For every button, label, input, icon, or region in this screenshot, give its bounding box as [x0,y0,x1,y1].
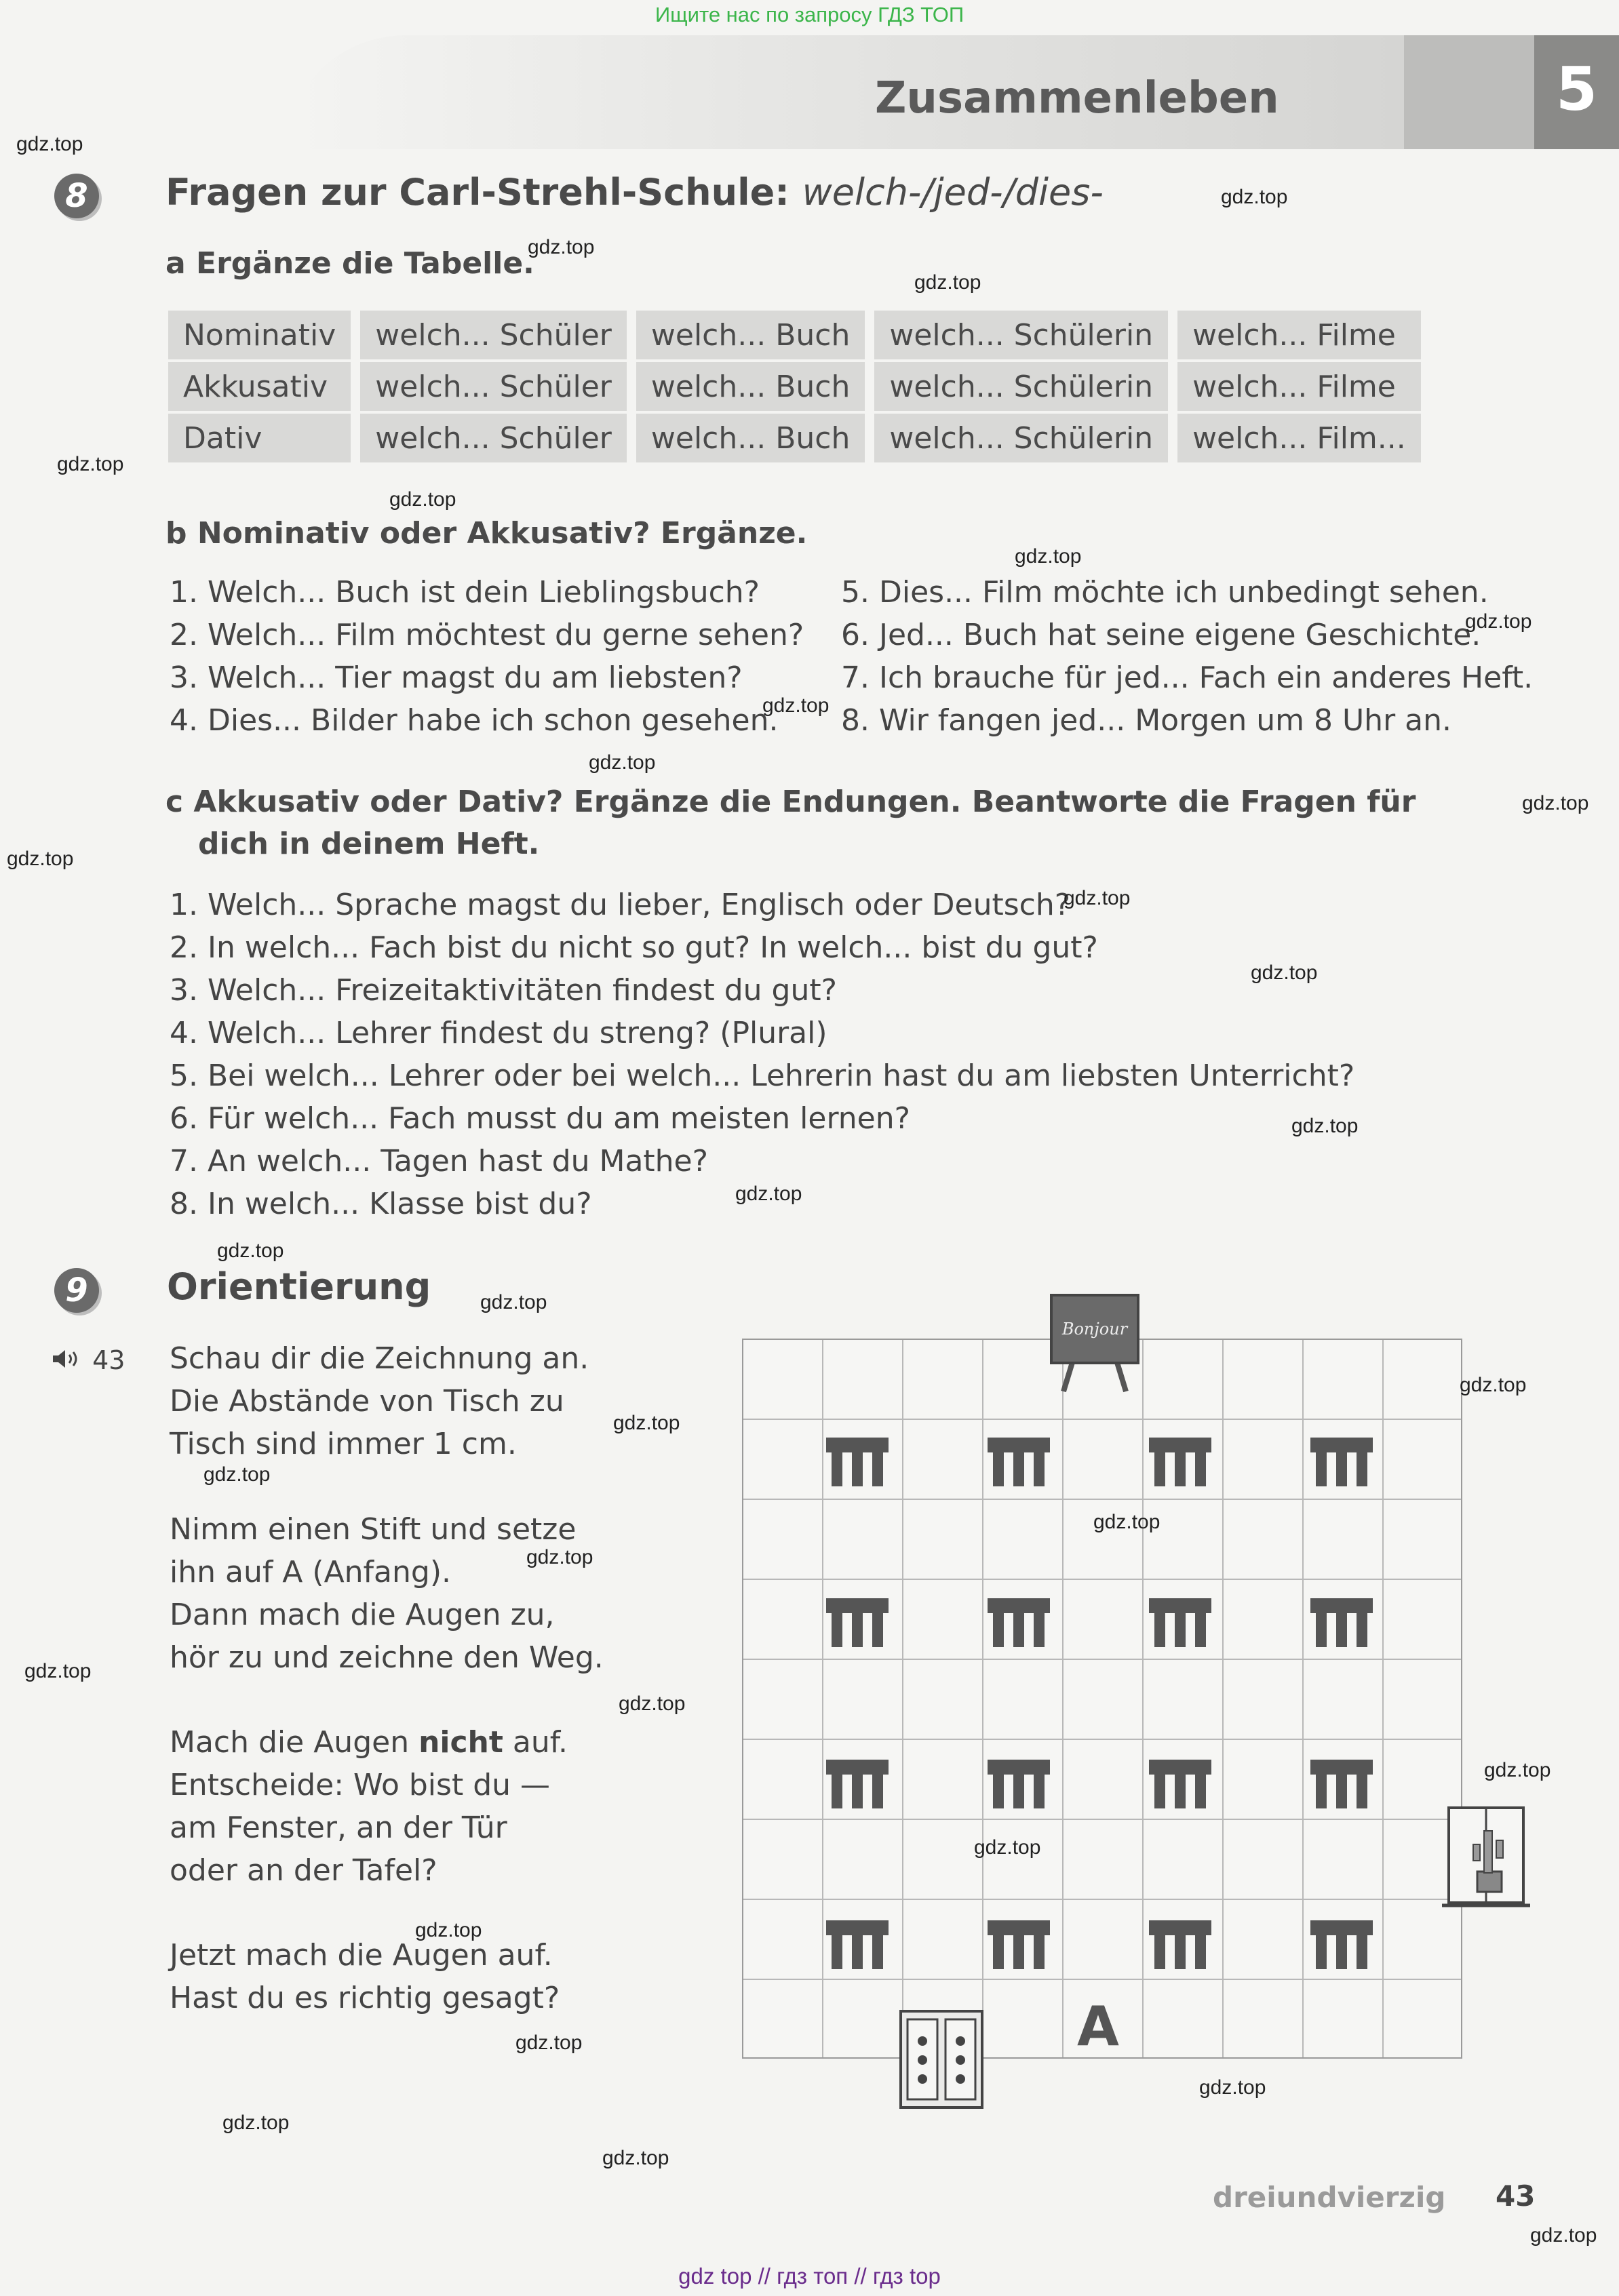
watermark: gdz.top [1064,887,1131,909]
list-item: 6. Jed... Buch hat seine eigene Geschichte. [841,618,1481,652]
watermark: gdz.top [602,2147,669,2169]
table-cell: Dativ [168,414,351,465]
paragraph-line: oder an der Tafel? [170,1853,437,1888]
watermark: gdz.top [415,1919,482,1941]
table-cell: welch... Buch [636,414,865,465]
table-cell: welch... Schülerin [874,414,1168,465]
watermark: gdz.top [24,1660,92,1682]
paragraph-line: Hast du es richtig gesagt? [170,1981,560,2015]
table-cell: welch... Filme [1177,362,1421,414]
table-row [168,362,1421,414]
desk-icon [1148,1918,1213,1972]
paragraph-line: Entscheide: Wo bist du — [170,1768,550,1802]
paragraph-text: Mach die Augen [170,1725,419,1760]
watermark: gdz.top [528,236,595,258]
table-cell: welch... Film... [1177,414,1421,465]
chapter-title: Zusammenleben [875,73,1279,123]
task-8-title [165,171,1104,214]
watermark: gdz.top [1221,186,1288,208]
desk-icon [825,1435,890,1489]
list-item: 7. Ich brauche für jed... Fach ein anderes Heft. [841,660,1534,695]
task-8b-heading: b Nominativ oder Akkusativ? Ergänze. [165,516,808,551]
window-icon [1442,1804,1530,1922]
list-item: 8. Wir fangen jed... Morgen um 8 Uhr an. [841,703,1451,738]
paragraph-line: Jetzt mach die Augen auf. [170,1938,553,1973]
table-cell: Akkusativ [168,362,351,414]
watermark: gdz.top [1291,1115,1359,1137]
watermark: gdz.top [1530,2224,1597,2246]
desk-icon [986,1596,1051,1650]
watermark: gdz.top [974,1836,1041,1859]
watermark: gdz.top [1465,610,1532,633]
page-number: 43 [1496,2179,1536,2213]
watermark: gdz.top [16,133,83,155]
list-item: 5. Bei welch... Lehrer oder bei welch... Lehrerin hast du am liebsten Unterricht? [170,1058,1355,1093]
paragraph-line [170,1725,568,1760]
paragraph-line: ihn auf A (Anfang). [170,1555,451,1589]
task-9-title: Orientierung [167,1265,431,1308]
watermark: gdz.top [1199,2076,1266,2099]
watermark: gdz.top [217,1240,284,1262]
desk-icon [986,1435,1051,1489]
watermark: gdz.top [589,751,656,774]
list-item: 7. An welch... Tagen hast du Mathe? [170,1144,708,1179]
desk-icon [1309,1596,1374,1650]
table-cell: welch... Schüler [360,311,627,362]
speaker-icon [52,1345,92,1375]
start-label: A [1077,1995,1119,2058]
list-item: 3. Welch... Tier magst du am liebsten? [170,660,743,695]
paragraph-text: auf. [503,1725,568,1760]
task-8c-heading-line2: dich in deinem Heft. [198,827,540,861]
desk-icon [825,1918,890,1972]
table-cell: welch... Filme [1177,311,1421,362]
desk-icon [1309,1918,1374,1972]
task-9-number: 9 [54,1268,99,1313]
door-icon [894,2007,989,2113]
watermark: gdz.top [1484,1759,1551,1781]
paragraph-line: Dann mach die Augen zu, [170,1598,555,1632]
paragraph-line: Die Abstände von Tisch zu [170,1384,564,1419]
table-cell: welch... Buch [636,311,865,362]
desk-icon [1309,1435,1374,1489]
task-8-number: 8 [54,174,99,218]
desk-icon [1309,1757,1374,1811]
list-item: 2. Welch... Film möchtest du gerne sehen? [170,618,804,652]
desk-icon [825,1596,890,1650]
task-8c-heading [165,781,1416,865]
header-band-dark [1404,35,1540,149]
desk-icon [1148,1757,1213,1811]
task-8-title-text: Fragen zur Carl-Strehl-Schule: [165,171,789,214]
watermark: gdz.top [7,848,74,870]
watermark: gdz.top [613,1412,680,1434]
unit-number: 5 [1555,54,1598,124]
watermark: gdz.top [1093,1511,1160,1533]
paragraph-line: Tisch sind immer 1 cm. [170,1427,517,1461]
table-row [168,311,1421,362]
watermark: gdz.top [1251,962,1318,984]
watermark: gdz.top [203,1463,271,1486]
task-8-title-italic: welch-/jed-/dies- [802,171,1104,214]
paragraph-line: am Fenster, an der Tür [170,1810,507,1845]
watermark: gdz.top [222,2112,290,2134]
desk-icon [825,1757,890,1811]
watermark: gdz.top [389,488,456,511]
list-item: 1. Welch... Buch ist dein Lieblingsbuch? [170,575,760,610]
paragraph-line: Schau dir die Zeichnung an. [170,1341,589,1376]
watermark: gdz.top [619,1693,686,1715]
paragraph-line: Nimm einen Stift und setze [170,1512,577,1547]
watermark: gdz.top [914,271,981,294]
top-banner: Ищите нас по запросу ГДЗ ТОП [655,3,964,26]
watermark: gdz.top [57,453,124,475]
task-8a-heading: a Ergänze die Tabelle. [165,246,534,281]
list-item: 6. Für welch... Fach musst du am meisten lernen? [170,1101,910,1136]
table-cell: welch... Schüler [360,362,627,414]
blackboard-icon [1049,1292,1141,1397]
watermark: gdz.top [735,1183,802,1205]
table-cell: welch... Schüler [360,414,627,465]
page-footer-word: dreiundvierzig [1213,2181,1446,2214]
table-cell: Nominativ [168,311,351,362]
desk-icon [1148,1435,1213,1489]
watermark: gdz.top [1015,545,1082,568]
list-item: 4. Welch... Lehrer findest du streng? (Plural) [170,1016,827,1050]
watermark: gdz.top [1460,1374,1527,1396]
audio-track-number: 43 [92,1345,125,1375]
desk-icon [986,1918,1051,1972]
list-item: 1. Welch... Sprache magst du lieber, Englisch oder Deutsch? [170,888,1071,922]
list-item: 3. Welch... Freizeitaktivitäten findest du gut? [170,973,837,1008]
table-row [168,414,1421,465]
emphasis: nicht [418,1725,503,1760]
desk-icon [986,1757,1051,1811]
list-item: 4. Dies... Bilder habe ich schon gesehen. [170,703,779,738]
watermark: gdz.top [1522,792,1589,814]
list-item: 5. Dies... Film möchte ich unbedingt sehen. [841,575,1489,610]
task-8c-heading-line1: c Akkusativ oder Dativ? Ergänze die Endungen. Beantworte die Fragen für [165,785,1416,819]
watermark: gdz.top [480,1291,547,1313]
table-cell: welch... Schülerin [874,362,1168,414]
table-cell: welch... Schülerin [874,311,1168,362]
paragraph-line: hör zu und zeichne den Weg. [170,1640,604,1675]
list-item: 8. In welch... Klasse bist du? [170,1187,592,1221]
watermark: gdz.top [762,694,830,717]
declension-table [159,311,1430,465]
table-cell: welch... Buch [636,362,865,414]
bottom-banner: gdz top // гдз топ // гдз top [678,2263,941,2289]
desk-icon [1148,1596,1213,1650]
watermark: gdz.top [526,1546,593,1568]
audio-track[interactable] [52,1345,125,1375]
watermark: gdz.top [515,2032,583,2054]
blackboard-text: Bonjour [1061,1320,1128,1339]
list-item: 2. In welch... Fach bist du nicht so gut? In welch... bist du gut? [170,930,1098,965]
